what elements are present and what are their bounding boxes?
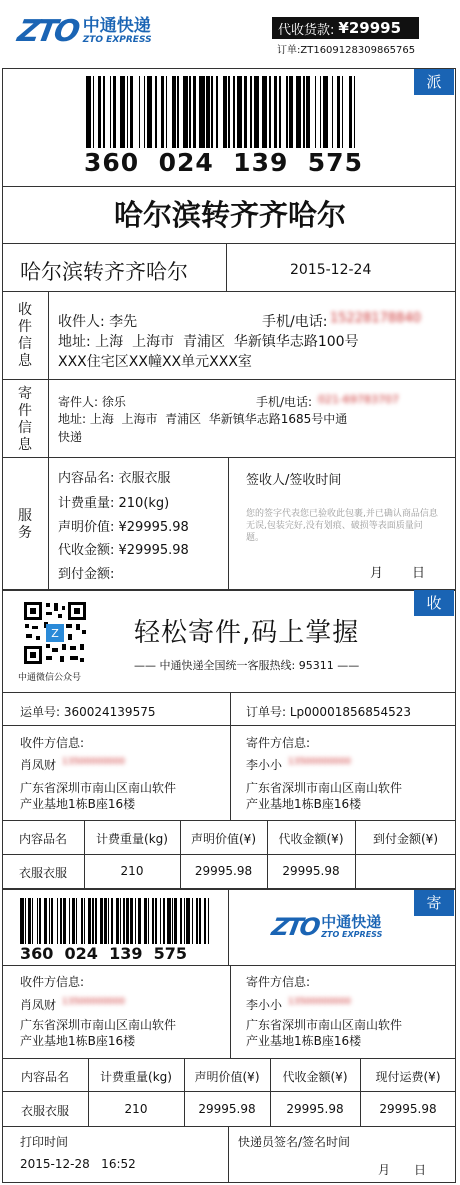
sender-name: 寄件人: 徐乐 <box>58 395 126 409</box>
mid-sender-phone: 13500000000 <box>288 757 351 767</box>
sign-day: 日 <box>412 566 426 581</box>
courier-sign-month: 月 <box>378 1163 391 1177</box>
logo-cn: 中通快递 <box>82 16 151 36</box>
bot-td-declared: 29995.98 <box>198 1102 256 1116</box>
receiver-phone: 15228178840 <box>330 311 421 326</box>
courier-sign-day: 日 <box>414 1163 427 1177</box>
receiver-phone-label: 手机/电话: <box>262 314 328 330</box>
bot-receiver-addr-2: 产业基地1栋B座16楼 <box>20 1034 136 1048</box>
receiver-name: 收件人: 李先 <box>58 314 138 330</box>
bot-receiver-title: 收件方信息: <box>20 975 85 989</box>
header-order-no: 订单:ZT1609128309865765 <box>277 45 416 56</box>
mid-receiver-addr-2: 产业基地1栋B座16楼 <box>20 797 136 811</box>
zto-logo-bottom <box>269 913 383 941</box>
bot-th-declared: 声明价值(¥) <box>194 1070 260 1084</box>
sign-note: 您的签字代表您已验收此包裹,并已确认商品信息无误,包装完好,没有划痕、破损等表面质量问题。 <box>246 509 438 543</box>
sender-address-2: 快递 <box>58 430 83 444</box>
logo-cn-bottom: 中通快递 <box>321 913 382 931</box>
mid-th-paid: 到付金额(¥) <box>373 832 438 846</box>
tag-deliver: 派 <box>414 69 454 95</box>
destination-big: 哈尔滨转齐齐哈尔 <box>113 198 346 232</box>
sender-phone-label: 手机/电话: <box>256 395 313 409</box>
bot-receiver-name: 肖凤财 <box>20 998 57 1012</box>
print-time: 2015-12-28 16:52 <box>20 1157 136 1171</box>
mid-td-declared: 29995.98 <box>194 864 253 878</box>
sender-side-label: 寄件信息 <box>18 386 32 453</box>
mid-receiver-phone: 13500000000 <box>62 757 125 767</box>
tag-send: 寄 <box>414 890 454 916</box>
mid-receiver-name: 肖凤财 <box>20 758 57 772</box>
cod-box <box>272 17 419 39</box>
sign-month: 月 <box>370 566 384 581</box>
logo-en: ZTO EXPRESS <box>82 35 152 45</box>
bot-td-freight: 29995.98 <box>379 1102 437 1116</box>
service-declared: 声明价值: ¥29995.98 <box>58 520 189 535</box>
slogan: 轻松寄件,码上掌握 <box>134 618 360 648</box>
bot-th-cod: 代收金额(¥) <box>282 1070 348 1084</box>
bot-sender-name: 李小小 <box>246 998 283 1012</box>
service-item: 内容品名: 衣服衣服 <box>58 471 171 486</box>
barcode-bottom-number: 360 024 139 575 <box>20 944 188 963</box>
mid-th-declared: 声明价值(¥) <box>191 832 256 846</box>
service-cod: 代收金额: ¥29995.98 <box>58 543 189 558</box>
middle-order-no: 订单号: Lp00001856854523 <box>246 705 412 719</box>
mid-th-weight: 计费重量(kg) <box>96 832 168 846</box>
svg-text:Z: Z <box>51 627 59 640</box>
mid-td-item: 衣服衣服 <box>18 866 67 880</box>
bot-sender-phone: 13500000000 <box>288 997 351 1007</box>
mid-td-weight: 210 <box>120 864 144 878</box>
receiver-side-label: 收件信息 <box>18 302 32 369</box>
bot-receiver-addr-1: 广东省深圳市南山区南山软件 <box>20 1018 177 1032</box>
mid-receiver-addr-1: 广东省深圳市南山区南山软件 <box>20 781 177 795</box>
qr-code <box>22 600 88 666</box>
bot-sender-title: 寄件方信息: <box>246 975 311 989</box>
bot-td-cod: 29995.98 <box>286 1102 344 1116</box>
receiver-address-2: XXX住宅区XX幢XX单元XXX室 <box>58 354 252 370</box>
tag-receive: 收 <box>414 590 454 616</box>
mid-sender-addr-2: 产业基地1栋B座16楼 <box>246 797 362 811</box>
mid-th-cod: 代收金额(¥) <box>278 832 344 846</box>
qr-caption: 中通微信公众号 <box>18 673 82 683</box>
ship-date: 2015-12-24 <box>290 262 372 278</box>
logo-en-bottom: ZTO EXPRESS <box>321 930 383 939</box>
logo-mark: ZTO <box>14 14 80 49</box>
mid-sender-title: 寄件方信息: <box>246 736 311 750</box>
courier-sign-label: 快递员签名/签名时间 <box>238 1135 351 1149</box>
service-paid-on-delivery: 到付金额: <box>58 567 115 582</box>
service-weight: 计费重量: 210(kg) <box>58 496 170 511</box>
destination-small: 哈尔滨转齐齐哈尔 <box>20 260 188 284</box>
zto-logo <box>14 14 152 49</box>
mid-receiver-title: 收件方信息: <box>20 736 85 750</box>
mid-sender-addr-1: 广东省深圳市南山区南山软件 <box>246 781 403 795</box>
mid-sender-name: 李小小 <box>246 758 283 772</box>
receiver-address-1: 地址: 上海 上海市 青浦区 华新镇华志路100号 <box>58 334 359 350</box>
bot-th-item: 内容品名 <box>20 1070 69 1084</box>
barcode-top <box>86 76 358 148</box>
bot-sender-addr-2: 产业基地1栋B座16楼 <box>246 1034 362 1048</box>
waybill-no: 运单号: 360024139575 <box>20 705 156 719</box>
cod-amount: ¥29995 <box>338 19 402 37</box>
bot-th-weight: 计费重量(kg) <box>100 1070 172 1084</box>
sign-title: 签收人/签收时间 <box>246 473 342 488</box>
service-side-label: 服务 <box>18 508 32 541</box>
mid-td-cod: 29995.98 <box>282 864 340 878</box>
barcode-bottom <box>20 898 210 944</box>
barcode-bar <box>209 898 210 944</box>
sender-address-1: 地址: 上海 上海市 青浦区 华新镇华志路1685号中通 <box>58 412 348 426</box>
bot-td-weight: 210 <box>124 1102 148 1116</box>
print-time-label: 打印时间 <box>20 1135 69 1149</box>
bot-receiver-phone: 13500000000 <box>62 997 125 1007</box>
barcode-bar <box>355 76 357 148</box>
cod-label: 代收货款: <box>278 22 335 38</box>
bot-th-freight: 现付运费(¥) <box>375 1070 441 1084</box>
mid-th-item: 内容品名 <box>18 832 67 846</box>
barcode-top-number: 360 024 139 575 <box>84 148 363 177</box>
logo-mark-bottom: ZTO <box>269 913 320 941</box>
hotline: —— 中通快递全国统一客服热线: 95311 —— <box>134 659 360 672</box>
bot-sender-addr-1: 广东省深圳市南山区南山软件 <box>246 1018 403 1032</box>
sender-phone: 021-69783707 <box>318 393 399 406</box>
bot-td-item: 衣服衣服 <box>20 1104 69 1118</box>
